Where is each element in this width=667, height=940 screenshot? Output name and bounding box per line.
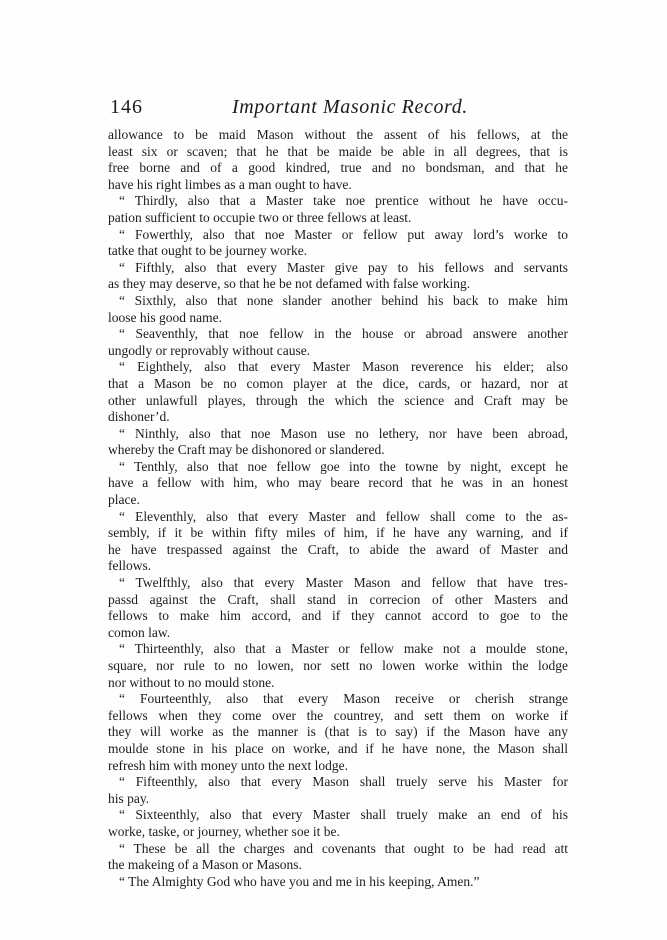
text-line: “ Sixthly, also that none slander another behind his back to make him [119, 292, 568, 308]
text-line: “ The Almighty God who have you and me in his keeping, Amen.” [119, 873, 480, 889]
text-line: place. [108, 492, 140, 508]
text-line: his pay. [108, 790, 150, 806]
text-line: allowance to be maid Mason without the assent of his fellows, at the [108, 127, 568, 142]
text-line: worke, taske, or journey, whether soe it be. [108, 823, 340, 839]
text-line: “ Thirteenthly, also that a Master or fellow make not a moulde stone, [119, 641, 568, 657]
text-line: dishoner’d. [108, 409, 170, 425]
page-number: 146 [110, 96, 143, 118]
text-line: as they may deserve, so that he be not defamed with false working. [108, 276, 471, 292]
text-line: passd against the Craft, shall stand in correcion of other Masters and [108, 591, 568, 607]
text-line: have his right limbes as a man ought to have. [108, 176, 352, 192]
text-line: tatke that ought to be journey worke. [108, 243, 308, 259]
text-line: moulde stone in his place on worke, and if he have none, the Mason shall [108, 740, 568, 756]
text-line: nor without to no mould stone. [108, 674, 275, 690]
text-line: “ Fifthly, also that every Master give pay to his fellows and servants [119, 259, 568, 275]
text-line: pation sufficient to occupie two or three fellows at least. [108, 209, 412, 225]
text-line: “ Fowerthly, also that noe Master or fellow put away lord’s worke to [119, 226, 568, 242]
text-line: least six or scaven; that he that be maide be able in all degrees, that is [108, 143, 568, 159]
text-line: “ Tenthly, also that noe fellow goe into the towne by night, except he [119, 458, 568, 474]
text-line: fellows to make him accord, and if they cannot accord to goe to the [108, 608, 568, 624]
text-line: they will worke as the manner is (that is to say) if the Mason have any [108, 724, 568, 740]
text-line: “ Ninthly, also that noe Mason use no lethery, nor have been abroad, [119, 425, 568, 441]
text-line: “ Thirdly, also that a Master take noe prentice without he have occu- [119, 193, 568, 209]
text-line: “ Fourteenthly, also that every Mason receive or cherish strange [119, 691, 568, 707]
text-line: “ Eighthely, also that every Master Mason reverence his elder; also [119, 359, 568, 375]
text-line: have a fellow with him, who may beare record that he was in an honest [108, 475, 568, 491]
text-line: he have trespassed against the Craft, to abide the award of Master and [108, 541, 568, 557]
text-line: “ Seaventhly, that noe fellow in the house or abroad answere another [119, 326, 568, 342]
text-line: square, nor rule to no lowen, nor sett no lowen worke within the lodge [108, 658, 568, 673]
text-line: “ Twelfthly, also that every Master Mason and fellow that have tres- [119, 575, 568, 591]
text-line: sembly, if it be within fifty miles of him, if he have any warning, and if [108, 525, 568, 541]
running-title: Important Masonic Record. [232, 96, 468, 118]
text-line: other unlawfull playes, through the which the science and Craft may be [108, 392, 568, 408]
text-line: “ Fifteenthly, also that every Mason shall truely serve his Master for [119, 774, 568, 790]
text-line: fellows. [108, 558, 152, 574]
text-line: loose his good name. [108, 309, 222, 325]
text-line: “ These be all the charges and covenants that ought to be had read att [119, 840, 568, 856]
body-text [108, 127, 568, 890]
text-line: refresh him with money unto the next lodge. [108, 757, 348, 773]
text-line: the makeing of a Mason or Masons. [108, 857, 302, 873]
text-line: ungodly or reprovably without cause. [108, 342, 311, 358]
text-line: “ Eleventhly, also that every Master and fellow shall come to the as- [119, 508, 568, 524]
page-header [108, 96, 568, 124]
text-line: free borne and of a good kindred, true and no bondsman, and that he [108, 160, 568, 176]
text-line: whereby the Craft may be dishonored or slandered. [108, 442, 385, 458]
text-line: comon law. [108, 624, 171, 640]
text-line: “ Sixteenthly, also that every Master shall truely make an end of his [119, 807, 568, 823]
text-line: fellows when they come over the countrey, and sett them on worke if [108, 707, 568, 723]
text-line: that a Mason be no comon player at the dice, cards, or hazard, nor at [108, 375, 568, 391]
